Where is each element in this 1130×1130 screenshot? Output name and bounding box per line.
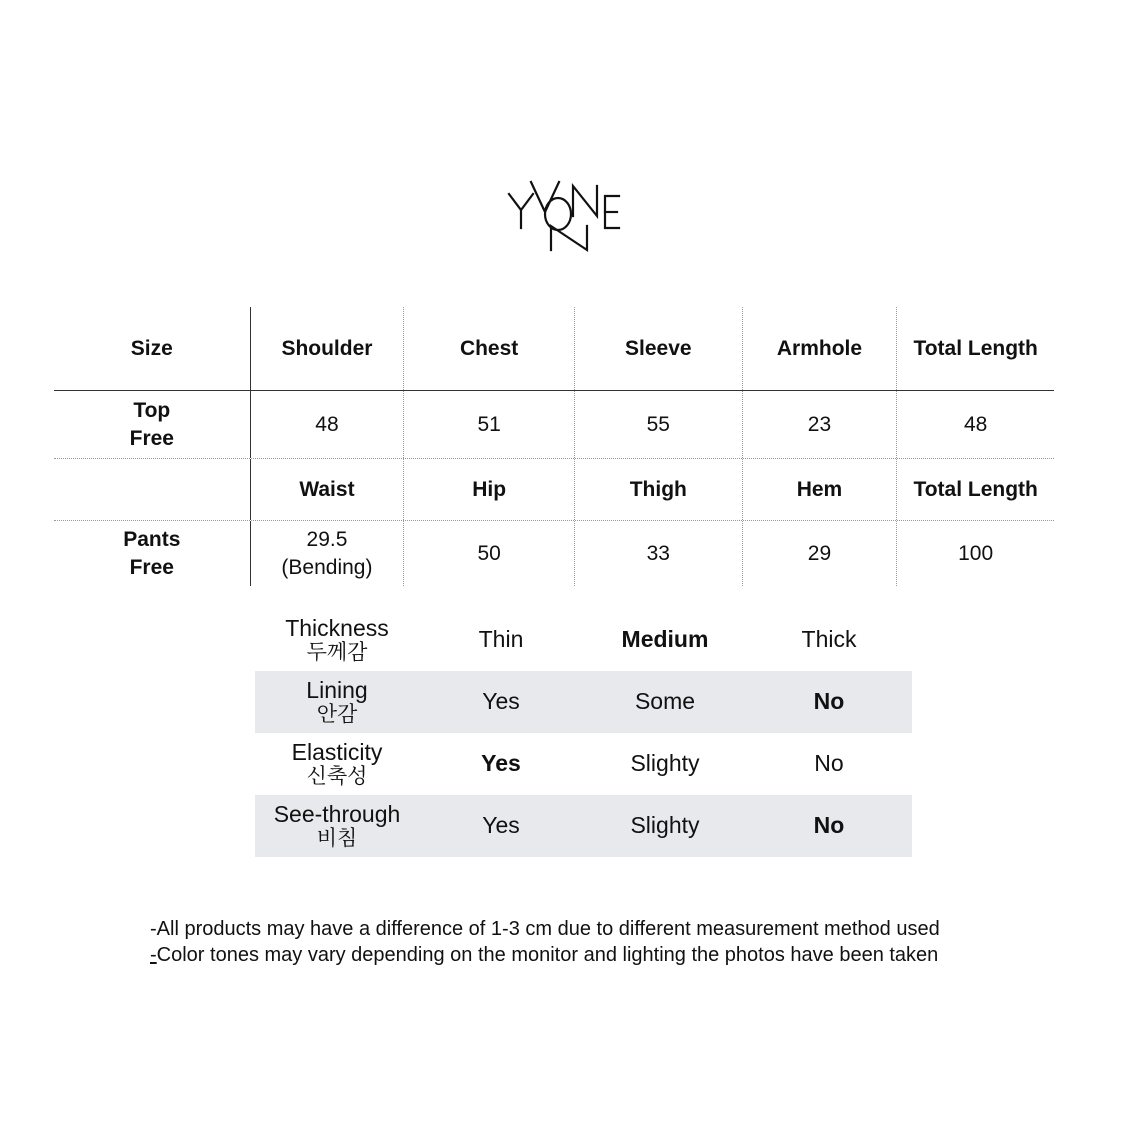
brand-logo xyxy=(505,178,630,258)
top-shoulder-value: 48 xyxy=(251,391,405,458)
fabric-option: Some xyxy=(634,688,696,715)
fabric-option: Thin xyxy=(478,626,524,653)
fabric-properties-table xyxy=(255,609,912,857)
brand-logo-mark xyxy=(505,178,630,258)
fabric-option: Slighty xyxy=(630,812,700,839)
fabric-option: Medium xyxy=(621,626,709,653)
fabric-option: No xyxy=(814,750,844,777)
note-color-tones xyxy=(150,942,1050,968)
pants-total-length-value: 100 xyxy=(958,541,994,565)
top-sleeve-value: 55 xyxy=(575,391,743,458)
header-hip: Hip xyxy=(404,459,575,520)
fabric-label xyxy=(255,733,419,795)
fabric-label-kr: 두께감 xyxy=(306,640,368,665)
pants-label: Pants xyxy=(123,528,181,552)
pants-size-label xyxy=(54,521,251,586)
top-label: Top xyxy=(133,399,171,423)
top-armhole-value: 23 xyxy=(743,391,898,458)
note-dash: - xyxy=(150,944,157,966)
fabric-option: Slighty xyxy=(630,750,700,777)
header-armhole: Armhole xyxy=(743,307,898,390)
fabric-option: Yes xyxy=(481,750,521,777)
waist-note: (Bending) xyxy=(281,555,373,579)
fabric-row-lining xyxy=(255,671,912,733)
header-waist: Waist xyxy=(251,459,405,520)
header-total-length: Total Length xyxy=(913,336,1038,360)
fabric-row-see-through xyxy=(255,795,912,857)
fabric-option: Yes xyxy=(482,688,520,715)
pants-waist-value xyxy=(251,521,405,586)
header-pants-total-length: Total Length xyxy=(913,477,1038,501)
fabric-label-kr: 안감 xyxy=(316,702,358,727)
disclaimer-notes xyxy=(150,916,1050,968)
pants-size-row xyxy=(54,521,1054,586)
pants-header-row xyxy=(54,459,1054,521)
pants-thigh-value: 33 xyxy=(575,521,743,586)
header-sleeve: Sleeve xyxy=(575,307,743,390)
header-hem: Hem xyxy=(743,459,898,520)
pants-hem-value: 29 xyxy=(743,521,898,586)
note-measurement: -All products may have a difference of 1-3 cm due to different measurement method used xyxy=(150,918,940,940)
waist-number: 29.5 xyxy=(306,528,348,552)
fabric-label-en: Lining xyxy=(306,676,368,703)
fabric-label xyxy=(255,671,419,733)
top-total-length-value: 48 xyxy=(963,412,988,436)
fabric-label-en: Thickness xyxy=(285,614,389,641)
top-free-label: Free xyxy=(129,426,174,450)
fabric-option: Yes xyxy=(482,812,520,839)
size-table xyxy=(54,307,1054,586)
size-table-header-row xyxy=(54,307,1054,391)
fabric-label-kr: 신축성 xyxy=(306,764,368,789)
fabric-label-en: See-through xyxy=(273,800,401,827)
header-size: Size xyxy=(54,307,251,390)
fabric-option: No xyxy=(813,812,845,839)
fabric-option: Thick xyxy=(801,626,857,653)
fabric-row-elasticity xyxy=(255,733,912,795)
top-size-label xyxy=(54,391,251,458)
pants-hip-value: 50 xyxy=(404,521,575,586)
fabric-label-en: Elasticity xyxy=(291,738,383,765)
header-chest: Chest xyxy=(404,307,575,390)
fabric-label xyxy=(255,795,419,857)
note-color-text: Color tones may vary depending on the monitor and lighting the photos have been taken xyxy=(156,944,939,966)
top-size-row xyxy=(54,391,1054,459)
pants-header-empty xyxy=(54,459,251,520)
header-thigh: Thigh xyxy=(575,459,743,520)
fabric-row-thickness xyxy=(255,609,912,671)
fabric-option: No xyxy=(813,688,845,715)
fabric-label-kr: 비침 xyxy=(316,826,358,851)
header-shoulder: Shoulder xyxy=(251,307,405,390)
top-chest-value: 51 xyxy=(404,391,575,458)
fabric-label xyxy=(255,609,419,671)
pants-free-label: Free xyxy=(129,555,174,579)
